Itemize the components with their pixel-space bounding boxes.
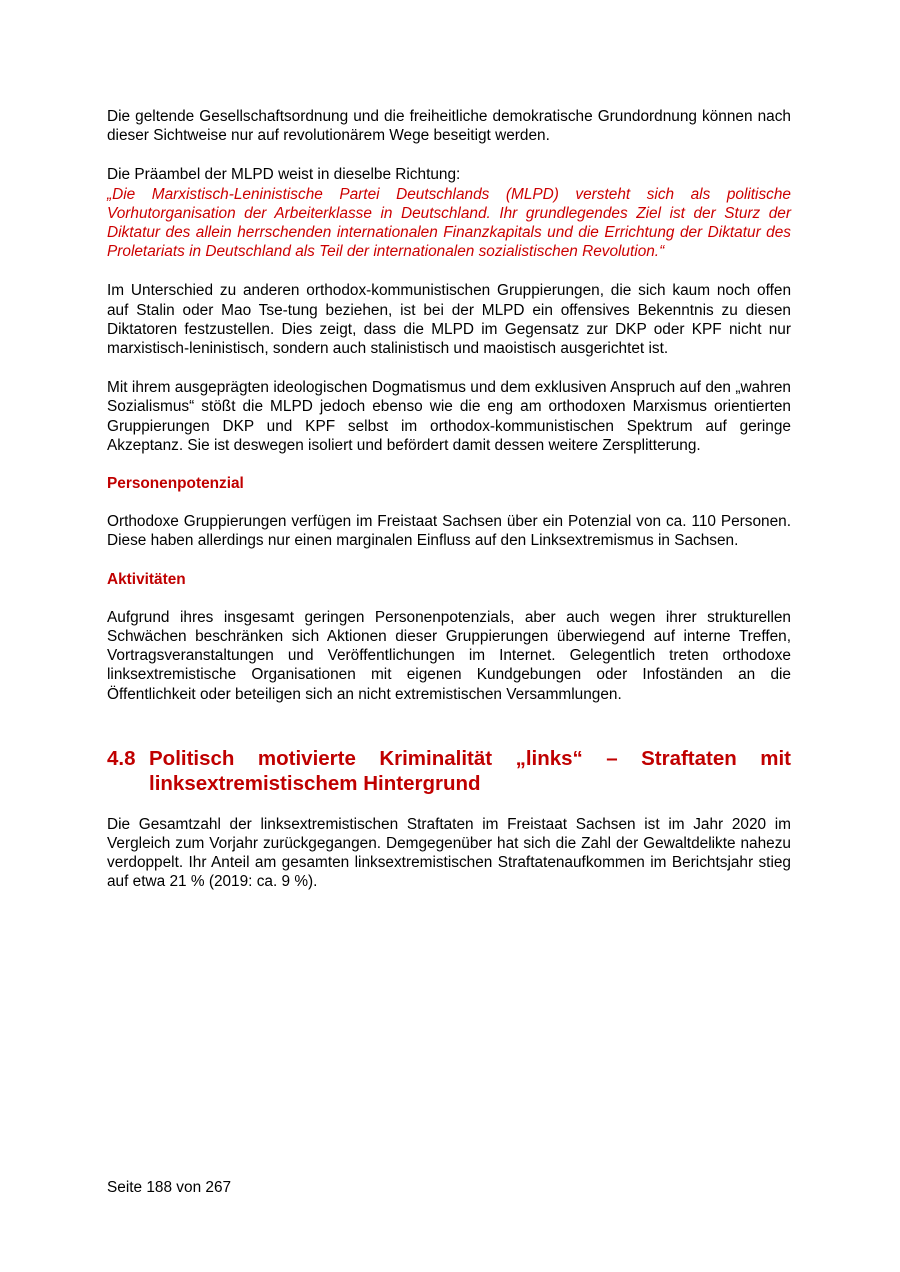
section-title-line1: Politisch motivierte Kriminalität „links“ – Straftaten mit <box>149 746 791 770</box>
page-footer: Seite 188 von 267 <box>107 1179 232 1196</box>
page-body <box>107 107 791 892</box>
paragraph-praeambel-intro: Die Präambel der MLPD weist in dieselbe Richtung: <box>107 166 461 184</box>
paragraph-dogmatismus: Mit ihrem ausgeprägten ideologischen Dogmatismus und dem exklusiven Anspruch auf den „wahren Sozialismus“ stößt die MLPD jedoch ebenso wie die eng am orthodoxen Marxismus orientierten Gruppierungen DKP und KPF selbst im orthodox-kommunistischen Spektrum auf geringe Akzeptanz. Sie ist deswegen isoliert und befördert damit dessen weitere Zersplitterung. <box>107 379 791 454</box>
paragraph-straftaten: Die Gesamtzahl der linksextremistischen Straftaten im Freistaat Sachsen ist im Jahr 2020 im Vergleich zum Vorjahr zurückgegangen. Demgegenüber hat sich die Zahl der Gewaltdelikte nahezu verdoppelt. Ihr Anteil am gesamten linksextremistischen Straftatenaufkommen im Berichtsjahr stieg auf etwa 21 % (2019: ca. 9 %). <box>107 815 791 891</box>
paragraph-aktivitaeten: Aufgrund ihres insgesamt geringen Personenpotenzials, aber auch wegen ihrer strukturellen Schwächen beschränken sich Aktionen dieser Gruppierungen überwiegend auf interne Treffen, Vortragsveranstaltungen und Veröffentlichungen im Internet. Gelegentlich treten orthodoxe linksextremistische Organisationen mit eigenen Kundgebungen oder Infoständen an die Öffentlichkeit oder beteiligen sich an nicht extremistischen Versammlungen. <box>107 608 791 703</box>
heading-aktivitaeten: Aktivitäten <box>107 570 186 588</box>
paragraph-revolution: Die geltende Gesellschaftsordnung und die freiheitliche demokratische Grundordnung können nach dieser Sichtweise nur auf revolutionärem Wege beseitigt werden. <box>107 108 791 145</box>
section-heading <box>107 746 791 796</box>
praeambel-quote: „Die Marxistisch-Leninistische Partei Deutschlands (MLPD) versteht sich als politische Vorhutorganisation der Arbeiterklasse in Deutschland. Ihr grundlegendes Ziel ist der Sturz der Diktatur des allein herrschenden internationalen Finanzkapitals und die Errichtung der Diktatur des Proletariats in Deutschland als Teil der internationalen sozialistischen Revolution.“ <box>107 185 791 261</box>
section-title-line2: linksextremistischem Hintergrund <box>149 771 481 795</box>
heading-personenpotenzial: Personenpotenzial <box>107 475 244 493</box>
section-title <box>149 746 791 796</box>
paragraph-mlpd-bekenntnis: Im Unterschied zu anderen orthodox-kommunistischen Gruppierungen, die sich kaum noch offen auf Stalin oder Mao Tse-tung beziehen, ist bei der MLPD ein offensives Bekenntnis zu diesen Diktatoren festzustellen. Dies zeigt, dass die MLPD im Gegensatz zur DKP oder KPF nicht nur marxistisch-leninistisch, sondern auch stalinistisch und maoistisch ausgerichtet ist. <box>107 282 791 358</box>
section-number: 4.8 <box>107 746 136 770</box>
paragraph-personenpotenzial: Orthodoxe Gruppierungen verfügen im Freistaat Sachsen über ein Potenzial von ca. 110 Personen. Diese haben allerdings nur einen marginalen Einfluss auf den Linksextremismus in Sachsen. <box>107 513 791 550</box>
